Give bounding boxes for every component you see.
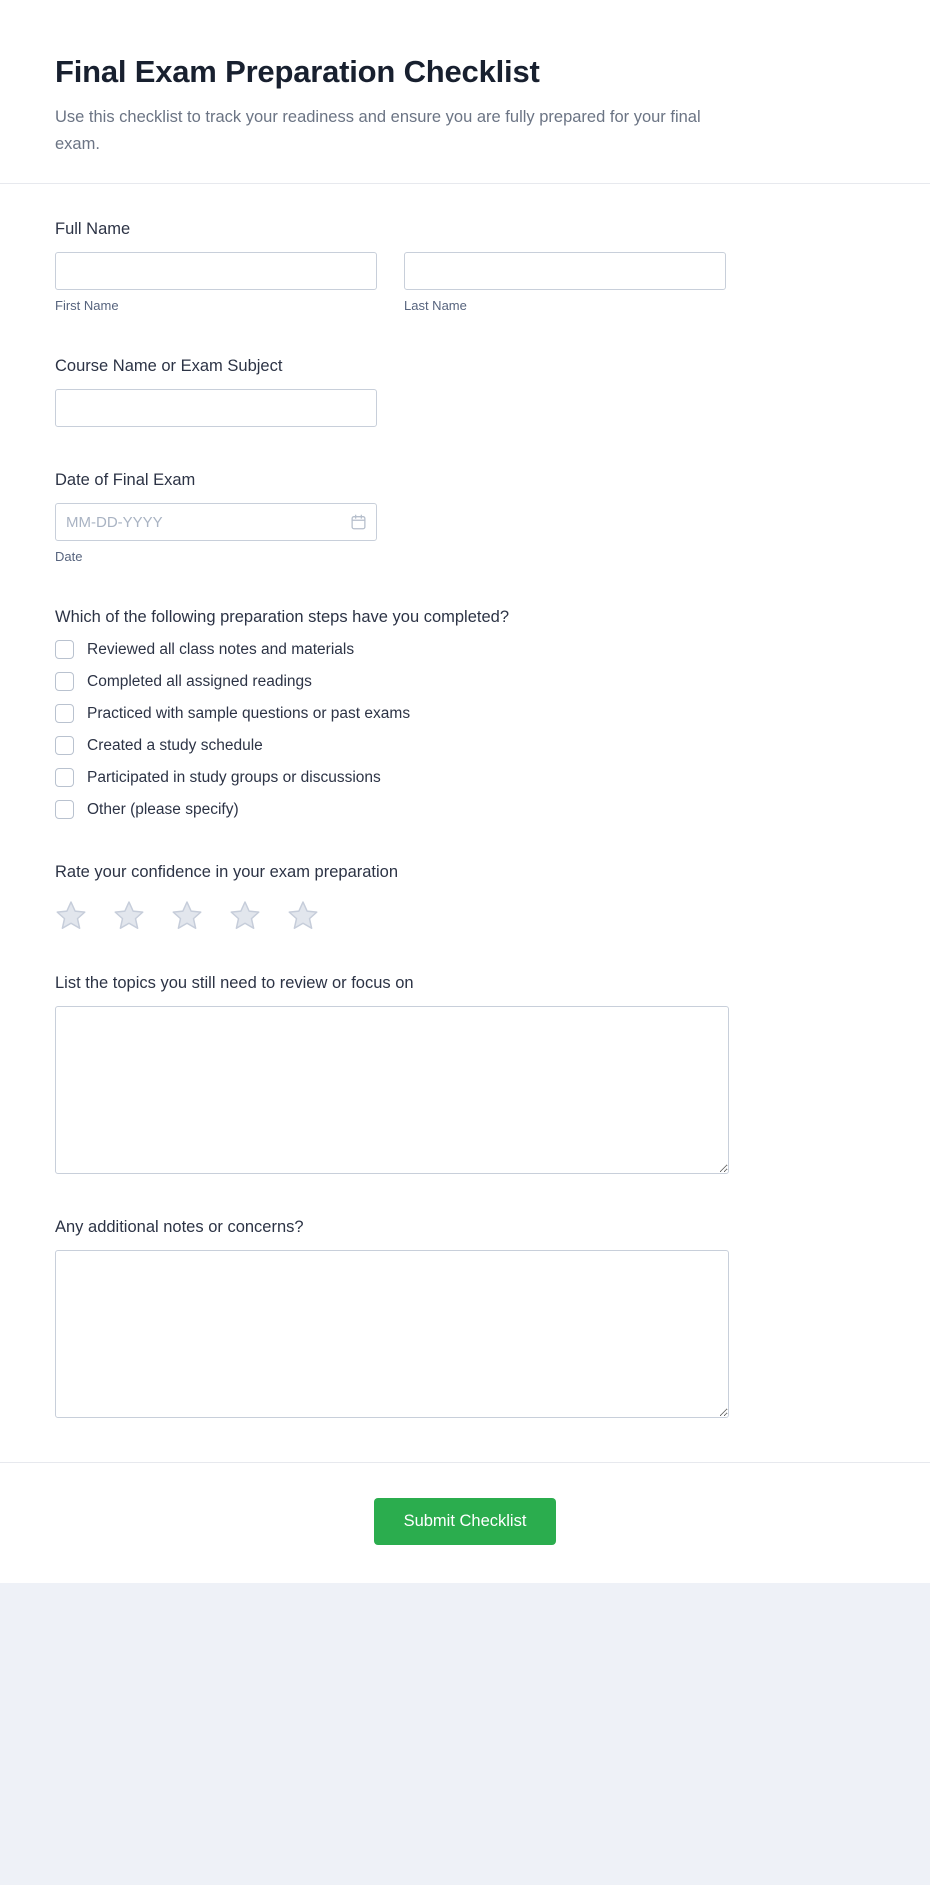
notes-textarea[interactable] xyxy=(55,1250,729,1418)
last-name-input[interactable] xyxy=(404,252,726,290)
full-name-label: Full Name xyxy=(55,220,131,239)
submit-button[interactable]: Submit Checklist xyxy=(374,1498,557,1545)
submit-row xyxy=(0,1463,930,1583)
calendar-icon[interactable] xyxy=(350,514,367,531)
prep-step-option-label[interactable]: Other (please specify) xyxy=(87,800,239,818)
prep-step-checkbox-0[interactable] xyxy=(55,640,74,659)
prep-step-checkbox-4[interactable] xyxy=(55,768,74,787)
field-topics xyxy=(55,974,875,1174)
checkbox-option xyxy=(55,704,875,723)
star-icon[interactable] xyxy=(55,900,87,930)
prep-step-option-label[interactable]: Created a study schedule xyxy=(87,736,263,754)
field-course xyxy=(55,357,875,427)
star-rating xyxy=(55,895,875,930)
field-prep-steps xyxy=(55,608,875,819)
star-icon[interactable] xyxy=(171,900,203,930)
page-subtitle: Use this checklist to track your readiness and ensure you are fully prepared for your final exam. xyxy=(55,108,701,153)
topics-label: List the topics you still need to review or focus on xyxy=(55,974,414,993)
course-input[interactable] xyxy=(55,389,377,427)
date-input-wrap xyxy=(55,503,377,541)
last-name-sublabel: Last Name xyxy=(404,298,467,314)
checkbox-option xyxy=(55,640,875,659)
topics-textarea[interactable] xyxy=(55,1006,729,1174)
prep-step-option-label[interactable]: Practiced with sample questions or past exams xyxy=(87,704,411,722)
date-input[interactable] xyxy=(55,503,377,541)
prep-step-option-label[interactable]: Completed all assigned readings xyxy=(87,672,312,690)
form-body xyxy=(0,184,930,1418)
exam-date-label: Date of Final Exam xyxy=(55,471,196,490)
last-name-col xyxy=(404,252,726,313)
star-icon[interactable] xyxy=(229,900,261,930)
prep-steps-label: Which of the following preparation steps have you completed? xyxy=(55,608,510,627)
field-notes xyxy=(55,1218,875,1418)
field-full-name xyxy=(55,220,875,313)
confidence-label: Rate your confidence in your exam preparation xyxy=(55,863,399,882)
date-sublabel: Date xyxy=(55,549,83,565)
field-confidence xyxy=(55,863,875,930)
prep-step-checkbox-5[interactable] xyxy=(55,800,74,819)
prep-step-checkbox-3[interactable] xyxy=(55,736,74,755)
prep-step-checkbox-2[interactable] xyxy=(55,704,74,723)
checkbox-option xyxy=(55,768,875,787)
page-title: Final Exam Preparation Checklist xyxy=(55,54,540,89)
field-exam-date xyxy=(55,471,875,564)
prep-step-option-label[interactable]: Reviewed all class notes and materials xyxy=(87,640,355,658)
first-name-sublabel: First Name xyxy=(55,298,119,314)
course-label: Course Name or Exam Subject xyxy=(55,357,283,376)
star-icon[interactable] xyxy=(113,900,145,930)
checkbox-option xyxy=(55,672,875,691)
checkbox-option xyxy=(55,736,875,755)
first-name-col xyxy=(55,252,377,313)
prep-step-option-label[interactable]: Participated in study groups or discussions xyxy=(87,768,381,786)
form-header xyxy=(0,0,930,183)
first-name-input[interactable] xyxy=(55,252,377,290)
notes-label: Any additional notes or concerns? xyxy=(55,1218,304,1237)
name-row xyxy=(55,252,875,313)
star-icon[interactable] xyxy=(287,900,319,930)
checkbox-option xyxy=(55,800,875,819)
prep-step-checkbox-1[interactable] xyxy=(55,672,74,691)
